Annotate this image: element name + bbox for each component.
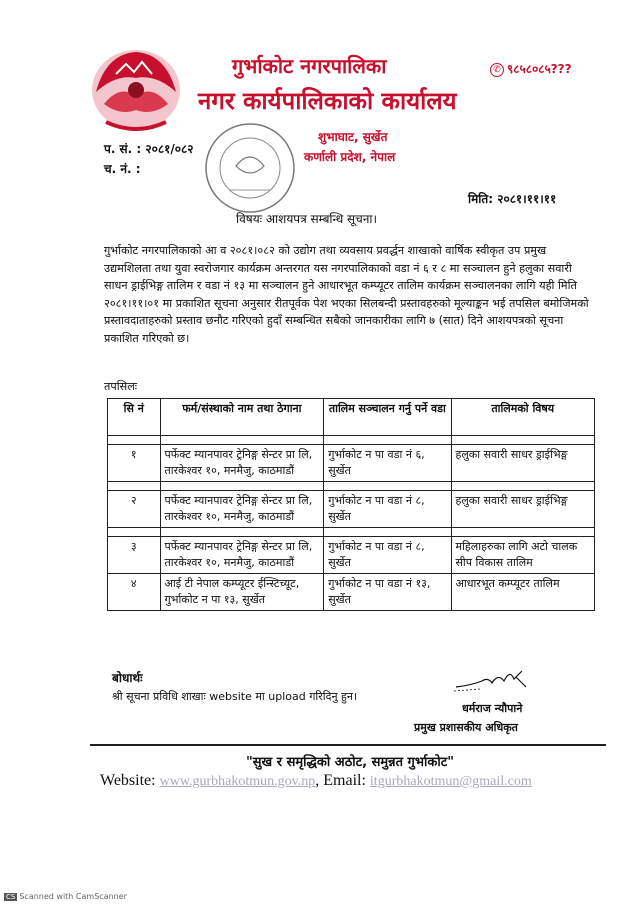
scanner-watermark [4, 892, 127, 901]
footer-contact [100, 772, 532, 790]
header-ward: तालिम सञ्चालन गर्नु पर्ने वडा [324, 399, 451, 436]
reference-number: प. सं. : २०८१/०८२ [104, 142, 194, 156]
phone-value: ९८५८०८५??? [507, 62, 572, 76]
cell-serial: २ [108, 491, 161, 528]
letter-body: गुर्भाकोट नगरपालिकाको आ व २०८१।०८२ को उद्योग तथा व्यवसाय प्रवर्द्धन शाखाको वार्षिक स्वीकृत उप प्रमुख उद्यमशिलता तथा युवा स्वरोजगार कार्यक्रम अन्तरगत यस नगरपालिकाको वडा नं ६ र ८ मा सञ्चालन हुने हलुका सवारी साधन ड्राईभिङ्ग तालिम र वडा नं १३ मा सञ्चालन हुने आधारभूत कम्प्यूटर तालिम कार्यक्रम सञ्चालनका लागि यही मिति २०८१।११।०१ मा प्रकाशित सूचना अनुसार रीतपूर्वक पेश भएका सिलबन्दी प्रस्तावहरुको मूल्याङ्कन भई तपसिल बमोजिमको प्रस्तावदाताहरुको प्रस्ताव छनौट गरिएको हुदाँ सम्बन्धित सबैको जानकारीका लागि ७ (सात) दिने आशयपत्रको सूचना प्रकाशित गरिएको छ। [104, 244, 589, 345]
signer-name: धर्मराज न्यौपाने [462, 702, 523, 715]
table-spacer-row [108, 528, 595, 537]
email-link[interactable]: itgurbhakotmun@gmail.com [369, 774, 532, 789]
cell-ward: गुर्भाकोट न पा वडा नं ६, सुर्खेत [324, 445, 451, 482]
website-label: Website: [100, 772, 156, 789]
camscanner-icon: CS [6, 893, 16, 901]
scanner-text: Scanned with CamScanner [19, 892, 127, 901]
dispatch-number: च. नं. : [104, 162, 141, 176]
notice-label: बोधार्थः [112, 671, 143, 685]
municipality-emblem-icon [86, 44, 186, 136]
footer-slogan: "सुख र समृद्धिको अठोट, समुन्नत गुर्भाकोट" [246, 755, 455, 770]
phone-icon: ✆ [490, 63, 504, 77]
cell-ward: गुर्भाकोट न पा वडा नं ८, सुर्खेत [324, 491, 451, 528]
cell-ward: गुर्भाकोट न पा वडा नं ८, सुर्खेत [324, 537, 451, 574]
letter-subject: विषयः आशयपत्र सम्बन्धि सूचना। [236, 212, 378, 226]
cell-serial: १ [108, 445, 161, 482]
cell-ward: गुर्भाकोट न पा वडा नं १३, सुर्खेत [324, 574, 451, 611]
cell-serial: ३ [108, 537, 161, 574]
website-link[interactable]: www.gurbhakotmun.gov.np [159, 774, 316, 789]
table-header-row [108, 399, 595, 436]
table-spacer-row [108, 482, 595, 491]
table-row [108, 445, 595, 482]
cell-serial: ४ [108, 574, 161, 611]
cell-subject: हलुका सवारी साधर ड्राईभिङ्ग [451, 491, 595, 528]
address-line-1: शुभाघाट, सुर्खेत [318, 130, 388, 144]
address-line-2: कर्णाली प्रदेश, नेपाल [304, 150, 396, 164]
email-label: , Email: [315, 772, 366, 789]
cell-firm: पर्फेक्ट म्यानपावर ट्रेनिङ्ग सेन्टर प्रा लि, तारकेश्वर १०, मनमैजु, काठमाडौं [160, 537, 324, 574]
office-name: नगर कार्यपालिकाको कार्यालय [198, 87, 457, 115]
phone-number [490, 60, 572, 77]
cell-subject: आधारभूत कम्प्यूटर तालिम [451, 574, 595, 611]
annex-label: तपसिलः [104, 380, 138, 393]
signature-icon [452, 665, 542, 695]
cell-firm: आई टी नेपाल कम्प्यूटर ईन्स्टिच्यूट, गुर्भाकोट न पा १३, सुर्खेत [160, 574, 324, 611]
letter-date: मिति: २०८१।११।११ [468, 192, 557, 206]
cell-firm: पर्फेक्ट म्यानपावर ट्रेनिङ्ग सेन्टर प्रा लि, तारकेश्वर १०, मनमैजु, काठमाडौं [160, 445, 324, 482]
cell-firm: पर्फेक्ट म्यानपावर ट्रेनिङ्ग सेन्टर प्रा लि, तारकेश्वर १०, मनमैजु, काठमाडौं [160, 491, 324, 528]
cell-subject: हलुका सवारी साधर ड्राईभिङ्ग [451, 445, 595, 482]
header-serial: सि नं [108, 399, 161, 436]
org-name: गुर्भाकोट नगरपालिका [232, 54, 387, 78]
office-stamp-icon [200, 118, 300, 218]
footer-divider [90, 744, 606, 746]
header-firm: फर्म/संस्थाको नाम तथा ठेगाना [160, 399, 324, 436]
selection-table [107, 398, 595, 611]
notice-text: श्री सूचना प्रविधि शाखाः website मा upload गरिदिनु हुन। [112, 690, 358, 703]
table-spacer-row [108, 436, 595, 445]
table-row [108, 574, 595, 611]
header-subject: तालिमको विषय [451, 399, 595, 436]
table-row [108, 537, 595, 574]
table-row [108, 491, 595, 528]
signer-title: प्रमुख प्रशासकीय अधिकृत [414, 721, 518, 734]
cell-subject: महिलाहरुका लागि अटो चालक सीप विकास तालिम [451, 537, 595, 574]
